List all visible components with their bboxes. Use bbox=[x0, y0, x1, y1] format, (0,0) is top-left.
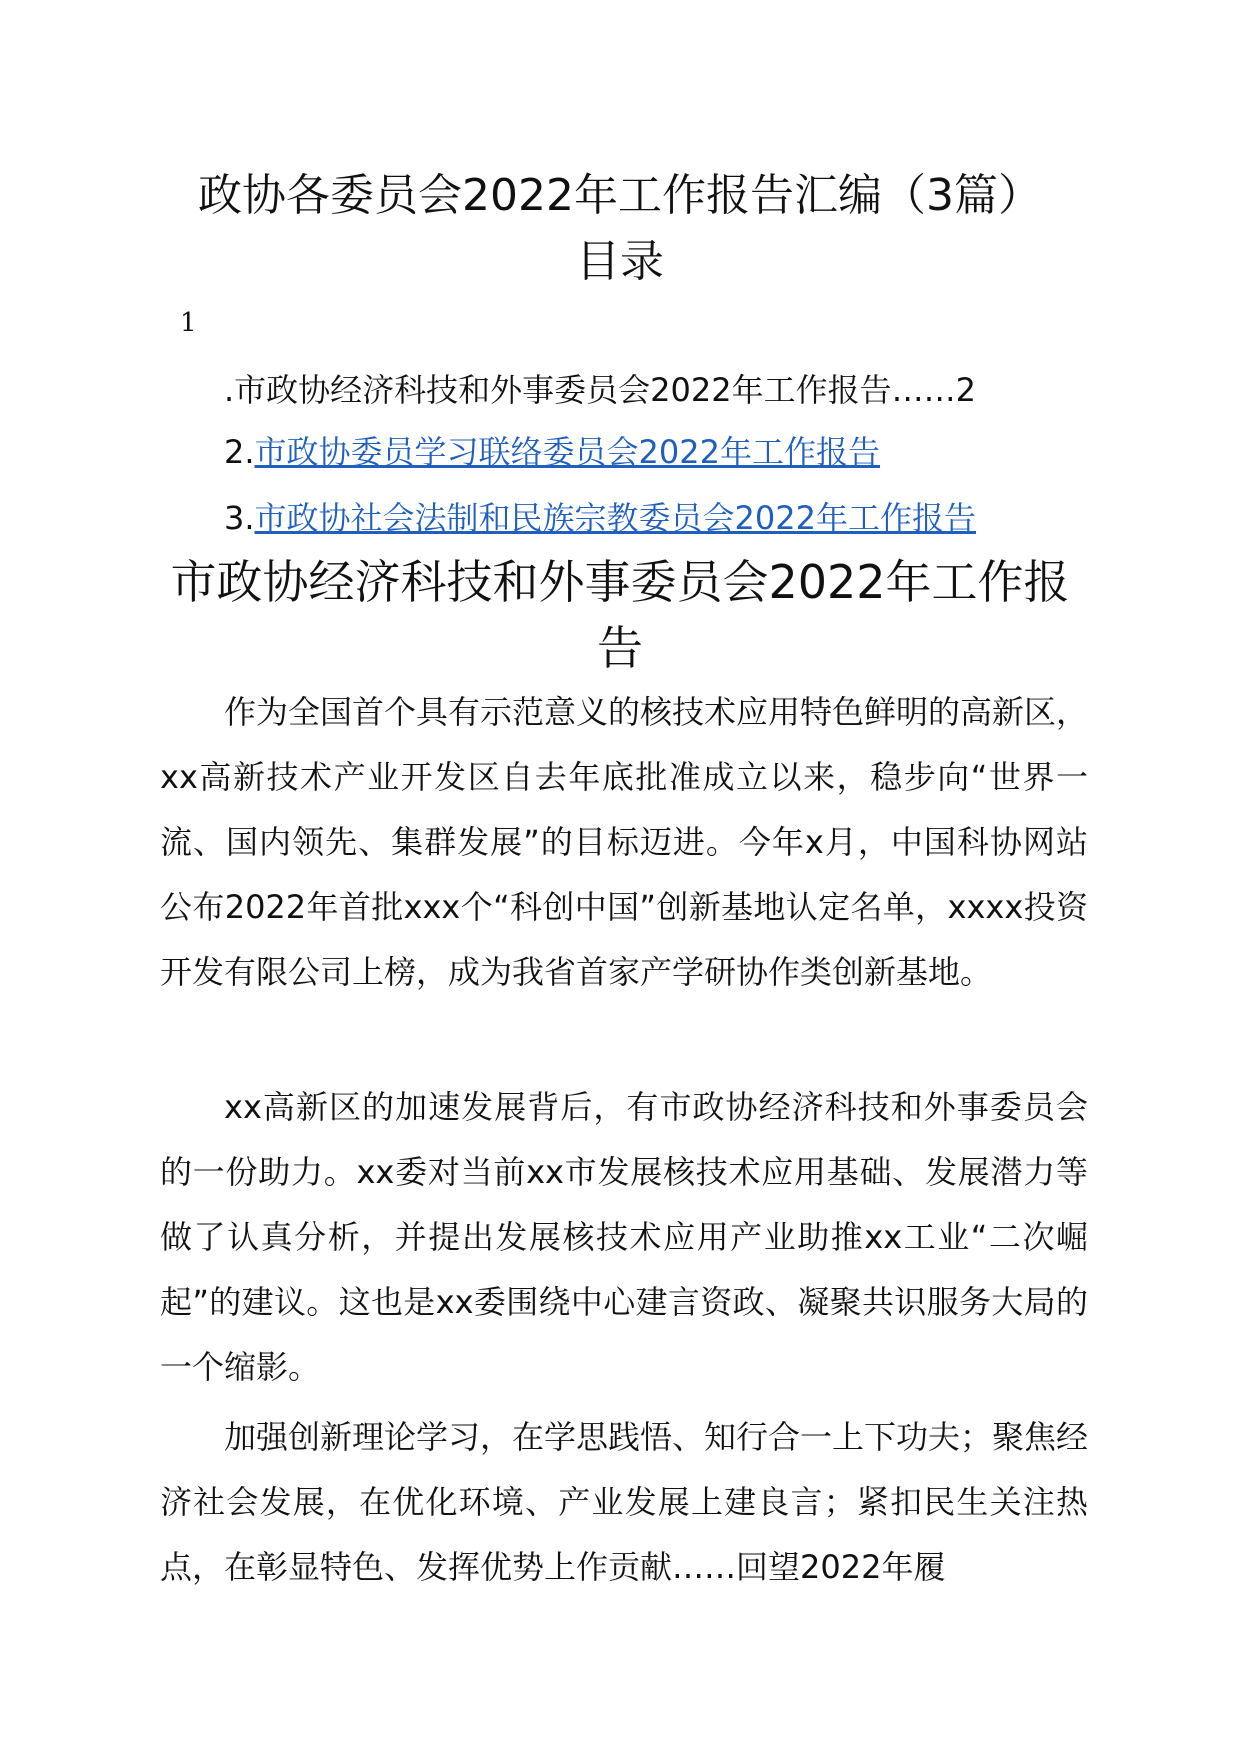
toc-item-3[interactable] bbox=[224, 498, 976, 538]
section-title: 市政协经济科技和外事委员会2022年工作报 bbox=[170, 555, 1070, 609]
toc-marker: 1 bbox=[180, 308, 197, 338]
toc-heading: 目录 bbox=[576, 236, 664, 287]
toc-item-3-link[interactable]: 市政协社会法制和民族宗教委员会2022年工作报告 bbox=[254, 499, 976, 537]
toc-item-3-number: 3. bbox=[224, 499, 255, 537]
toc-item-1 bbox=[224, 370, 976, 410]
body-paragraph-3: 加强创新理论学习，在学思践悟、知行合一上下功夫；聚焦经济社会发展，在优化环境、产业发展上建良言；紧扣民生关注热点，在彰显特色、发挥优势上作贡献……回望2022年履 bbox=[160, 1418, 1089, 1586]
toc-item-2-link[interactable]: 市政协委员学习联络委员会2022年工作报告 bbox=[254, 433, 880, 471]
toc-item-2-number: 2. bbox=[224, 433, 255, 471]
document-title: 政协各委员会2022年工作报告汇编（3篇） bbox=[198, 170, 1042, 221]
section-title-continued: 告 bbox=[597, 621, 643, 675]
toc-item-1-text: .市政协经济科技和外事委员会2022年工作报告……2 bbox=[224, 371, 976, 409]
body-paragraph-2: xx高新区的加速发展背后，有市政协经济科技和外事委员会的一份助力。xx委对当前xx市发展核技术应用基础、发展潜力等做了认真分析，并提出发展核技术应用产业助推xx工业“二次崛起”的建议。这也是xx委围绕中心建言资政、凝聚共识服务大局的一个缩影。 bbox=[160, 1088, 1088, 1386]
toc-item-2[interactable] bbox=[224, 432, 880, 472]
body-paragraph-1: 作为全国首个具有示范意义的核技术应用特色鲜明的高新区，xx高新技术产业开发区自去年底批准成立以来，稳步向“世界一流、国内领先、集群发展”的目标迈进。今年x月，中国科协网站公布2022年首批xxx个“科创中国”创新基地认定名单，xxxx投资开发有限公司上榜，成为我省首家产学研协作类创新基地。 bbox=[160, 693, 1089, 991]
